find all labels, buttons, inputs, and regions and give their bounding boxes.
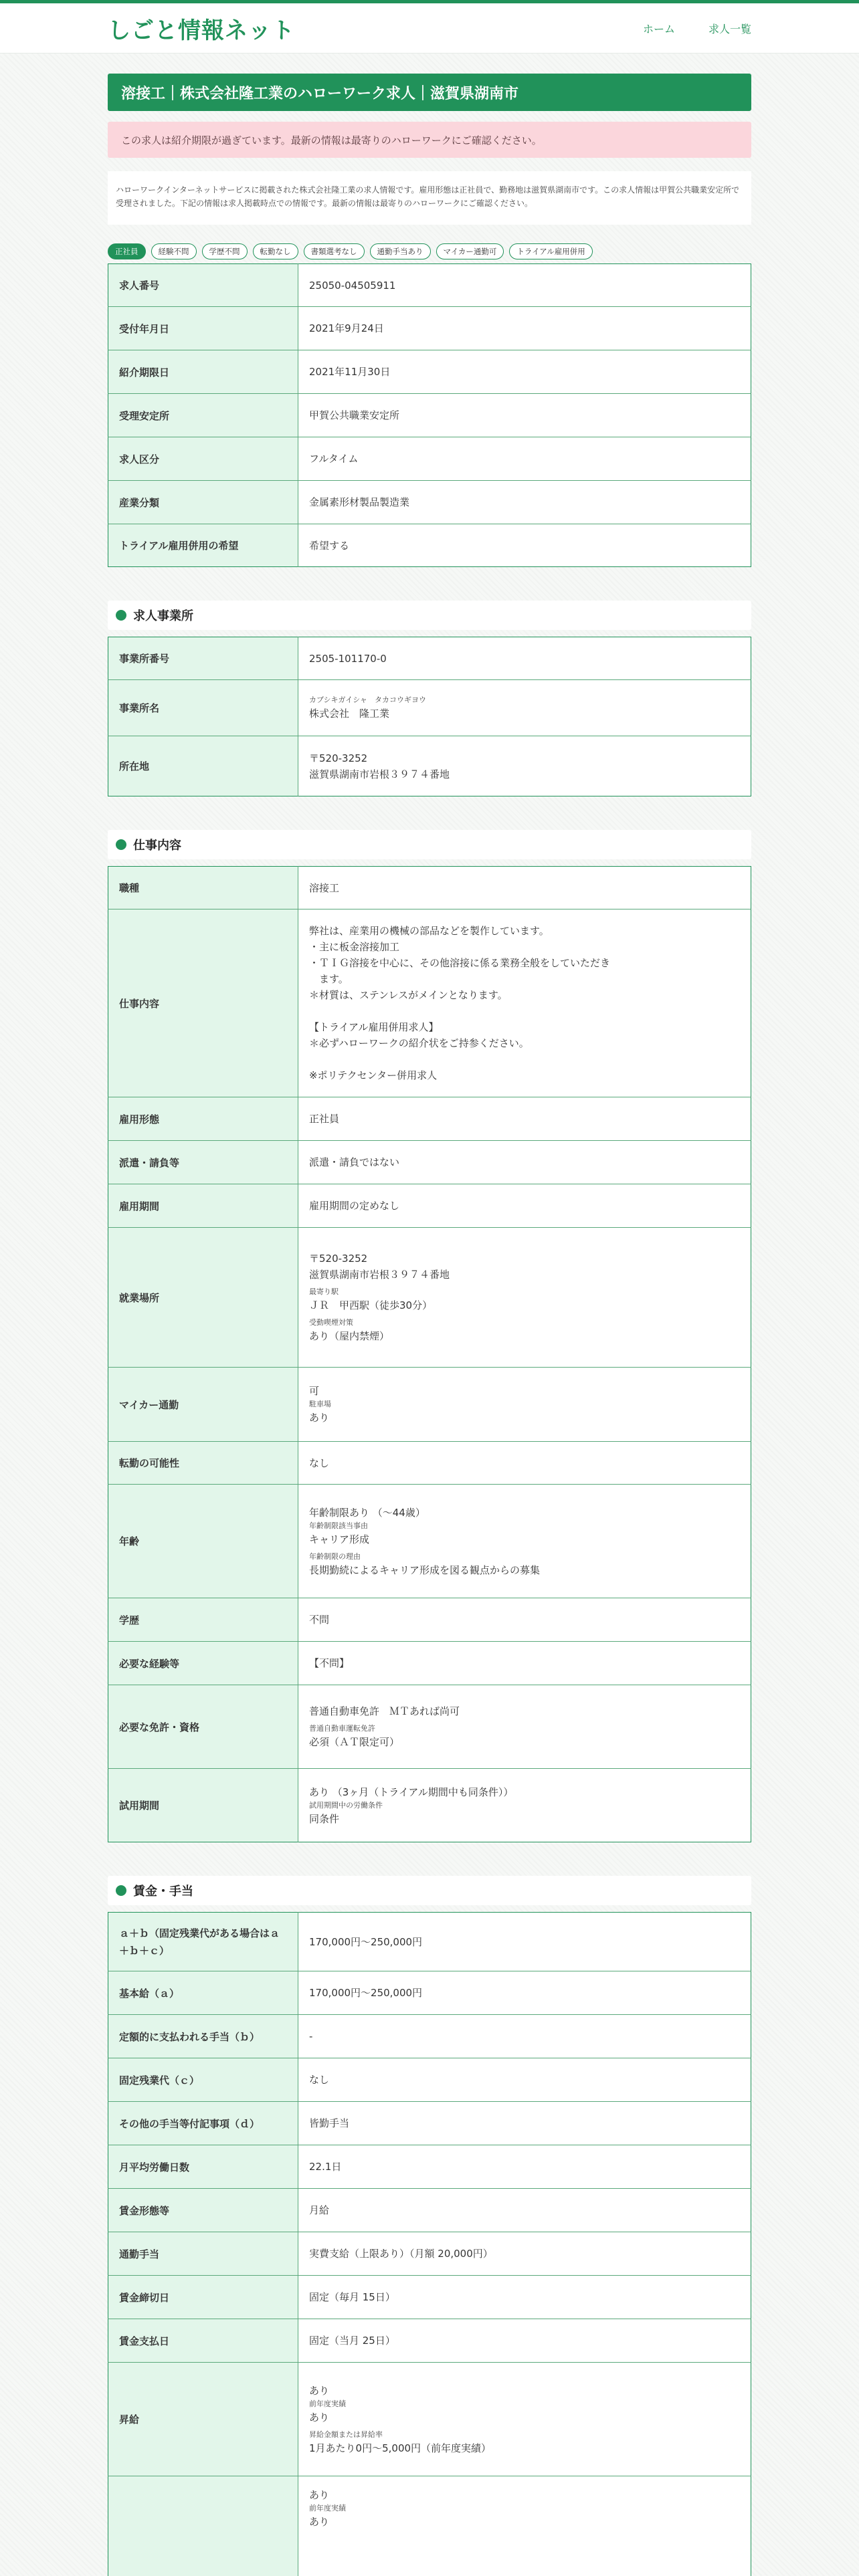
row-label: 賃金形態等 xyxy=(108,2189,298,2232)
trial-period: あり （3ヶ月（トライアル期間中も同条件）） xyxy=(309,1786,514,1798)
parking-label: 駐車場 xyxy=(309,1400,331,1408)
row-label: ａ＋ｂ（固定残業代がある場合はａ＋ｂ＋ｃ） xyxy=(108,1913,298,1971)
tag-item: 書類選考なし xyxy=(304,243,365,259)
age-why-label: 年齢制限の理由 xyxy=(309,1551,361,1561)
workplace-address: 滋賀県湖南市岩根３９７４番地 xyxy=(309,1269,450,1281)
car-commute: 可 xyxy=(309,1385,320,1397)
site-header xyxy=(0,3,859,53)
row-label: 事業所名 xyxy=(108,680,298,736)
station-label: 最寄り駅 xyxy=(309,1287,339,1296)
age-why: 長期勤続によるキャリア形成を図る観点からの募集 xyxy=(309,1564,541,1576)
row-value: 2021年11月30日 xyxy=(298,350,751,394)
table-row xyxy=(108,2476,751,2576)
office-number: 2505-101170-0 xyxy=(309,652,387,665)
row-label: 事業所番号 xyxy=(108,637,298,680)
row-label: 必要な免許・資格 xyxy=(108,1685,298,1769)
row-label xyxy=(108,2476,298,2576)
basic-info-table xyxy=(108,263,751,567)
row-label: その他の手当等付記事項（ｄ） xyxy=(108,2102,298,2145)
nav-home-link[interactable]: ホーム xyxy=(642,22,675,35)
tag-item: マイカー通勤可 xyxy=(436,243,504,259)
row-label: 求人区分 xyxy=(108,437,298,481)
table-row xyxy=(108,1971,751,2015)
row-label: マイカー通勤 xyxy=(108,1368,298,1442)
raise: あり xyxy=(309,2384,330,2397)
table-row xyxy=(108,394,751,437)
table-row xyxy=(108,437,751,481)
table-row xyxy=(108,2189,751,2232)
row-label: 雇用形態 xyxy=(108,1097,298,1141)
table-row xyxy=(108,2276,751,2319)
row-label: 求人番号 xyxy=(108,264,298,307)
row-value: 甲賀公共職業安定所 xyxy=(298,394,751,437)
row-value: 22.1日 xyxy=(298,2145,751,2189)
table-row xyxy=(108,1184,751,1228)
row-value: 希望する xyxy=(298,524,751,567)
parking: あり xyxy=(309,1412,330,1424)
row-label: 必要な経験等 xyxy=(108,1642,298,1685)
row-label: 定額的に支払われる手当（ｂ） xyxy=(108,2015,298,2058)
bullet-icon xyxy=(116,1885,126,1896)
row-value: 実費支給（上限あり）（月額 20,000円） xyxy=(298,2232,751,2276)
row-label: 試用期間 xyxy=(108,1769,298,1842)
raise-prev: あり xyxy=(309,2411,330,2424)
row-label: 学歴 xyxy=(108,1598,298,1642)
row-label: 賃金締切日 xyxy=(108,2276,298,2319)
table-row xyxy=(108,1442,751,1485)
employment-period: 雇用期間の定めなし xyxy=(298,1184,751,1228)
row-label: 通勤手当 xyxy=(108,2232,298,2276)
tag-item: トライアル雇用併用 xyxy=(509,243,592,259)
table-row xyxy=(108,481,751,524)
age-limit: 年齢制限あり （～44歳） xyxy=(309,1506,425,1519)
bullet-icon xyxy=(116,839,126,850)
table-row xyxy=(108,1642,751,1685)
site-logo[interactable]: しごと情報ネット xyxy=(108,17,295,44)
row-value: 金属素形材製品製造業 xyxy=(298,481,751,524)
wage-section-heading xyxy=(108,1876,751,1905)
table-row xyxy=(108,680,751,736)
bonus-prev-label: 前年度実績 xyxy=(309,2504,346,2512)
row-label: 昇給 xyxy=(108,2363,298,2476)
row-value: なし xyxy=(298,2058,751,2102)
row-label: 産業分類 xyxy=(108,481,298,524)
nav-job-list-link[interactable]: 求人一覧 xyxy=(708,22,751,35)
row-value: フルタイム xyxy=(298,437,751,481)
office-postal: 〒520-3252 xyxy=(309,752,368,764)
row-value: 固定（毎月 15日） xyxy=(298,2276,751,2319)
office-table xyxy=(108,637,751,796)
smoking-label: 受動喫煙対策 xyxy=(309,1318,353,1327)
table-row xyxy=(108,2363,751,2476)
table-row xyxy=(108,909,751,1097)
section-title: 賃金・手当 xyxy=(133,1885,193,1899)
table-row xyxy=(108,1598,751,1642)
transfer-possibility: なし xyxy=(298,1442,751,1485)
bonus: あり xyxy=(309,2489,330,2501)
occupation: 溶接工 xyxy=(309,881,340,894)
table-row xyxy=(108,1913,751,1971)
wage-table xyxy=(108,1912,751,2576)
job-notice: ハローワークインターネットサービスに掲載された株式会社隆工業の求人情報です。雇用形態は正社員で、勤務地は滋賀県湖南市です。この求人情報は甲賀公共職業安定所で受理されました。下記の情報は求人掲載時点での情報です。最新の情報は最寄りのハローワークにご確認ください。 xyxy=(108,171,751,225)
dispatch-status: 派遣・請負ではない xyxy=(298,1141,751,1184)
table-row xyxy=(108,2015,751,2058)
table-row xyxy=(108,2102,751,2145)
trial-sub-label: 試用期間中の労働条件 xyxy=(309,1800,383,1810)
job-description: 弊社は、産業用の機械の部品などを製作しています。 ・主に板金溶接加工 ・ＴＩＧ溶接を中心に、その他溶接に係る業務全般をしていただき ます。 ＊材質は、ステンレスがメインとなります。 【トライアル雇用併用求人】 ＊必ずハローワークの紹介状をご持参ください。 ※ポリテクセンター併用求人 xyxy=(309,925,611,1081)
table-row xyxy=(108,1485,751,1598)
office-address: 滋賀県湖南市岩根３９７４番地 xyxy=(309,768,450,780)
table-row xyxy=(108,1228,751,1368)
education: 不問 xyxy=(298,1598,751,1642)
row-value: 固定（当月 25日） xyxy=(298,2319,751,2363)
tag-item: 転勤なし xyxy=(253,243,298,259)
age-reason: キャリア形成 xyxy=(309,1533,370,1545)
row-label: 所在地 xyxy=(108,736,298,796)
tag-item: 学歴不問 xyxy=(202,243,248,259)
row-label: 固定残業代（ｃ） xyxy=(108,2058,298,2102)
row-label: 基本給（ａ） xyxy=(108,1971,298,2015)
raise-amount-label: 昇給金額または昇給率 xyxy=(309,2430,383,2439)
row-label: 賃金支払日 xyxy=(108,2319,298,2363)
row-label: 年齢 xyxy=(108,1485,298,1598)
row-value: 170,000円〜250,000円 xyxy=(309,1935,423,1948)
row-value: 2021年9月24日 xyxy=(298,307,751,350)
row-label: 転勤の可能性 xyxy=(108,1442,298,1485)
tag-list xyxy=(108,243,751,261)
table-row xyxy=(108,307,751,350)
smoking-policy: あり（屋内禁煙） xyxy=(309,1330,390,1342)
row-label: 仕事内容 xyxy=(108,909,298,1097)
age-reason-label: 年齢制限該当事由 xyxy=(309,1521,368,1530)
table-row xyxy=(108,2319,751,2363)
bonus-prev: あり xyxy=(309,2516,330,2528)
nearest-station: ＪＲ 甲西駅（徒歩30分） xyxy=(309,1299,433,1311)
license: 普通自動車免許 ＭＴあれば尚可 xyxy=(309,1705,460,1717)
main-nav xyxy=(643,21,751,36)
table-row xyxy=(108,1368,751,1442)
row-value: 170,000円〜250,000円 xyxy=(298,1971,751,2015)
row-label: 月平均労働日数 xyxy=(108,2145,298,2189)
office-name: 株式会社 隆工業 xyxy=(309,707,390,720)
bullet-icon xyxy=(116,610,126,621)
tag-item: 経験不問 xyxy=(151,243,197,259)
license-sub: 必須（ＡＴ限定可） xyxy=(309,1736,400,1748)
job-section-heading xyxy=(108,830,751,859)
expired-alert: この求人は紹介期限が過ぎています。最新の情報は最寄りのハローワークにご確認ください。 xyxy=(108,122,751,158)
table-row xyxy=(108,2232,751,2276)
raise-amount: 1月あたり0円〜5,000円（前年度実績） xyxy=(309,2442,492,2454)
workplace-postal: 〒520-3252 xyxy=(309,1253,368,1265)
table-row xyxy=(108,637,751,680)
job-table xyxy=(108,866,751,1842)
row-label: 紹介期限日 xyxy=(108,350,298,394)
office-section-heading xyxy=(108,601,751,630)
row-label: 受付年月日 xyxy=(108,307,298,350)
row-label: トライアル雇用併用の希望 xyxy=(108,524,298,567)
row-label: 雇用期間 xyxy=(108,1184,298,1228)
tag-item: 通勤手当あり xyxy=(370,243,431,259)
section-title: 求人事業所 xyxy=(133,609,193,623)
table-row xyxy=(108,1685,751,1769)
table-row xyxy=(108,264,751,307)
table-row xyxy=(108,524,751,567)
raise-prev-label: 前年度実績 xyxy=(309,2399,346,2408)
row-value: 皆勤手当 xyxy=(298,2102,751,2145)
table-row xyxy=(108,867,751,909)
section-title: 仕事内容 xyxy=(133,839,181,853)
row-value: 25050-04505911 xyxy=(309,279,396,292)
row-value: - xyxy=(298,2015,751,2058)
table-row xyxy=(108,2058,751,2102)
row-value: 月給 xyxy=(298,2189,751,2232)
experience: 【不問】 xyxy=(298,1642,751,1685)
row-label: 就業場所 xyxy=(108,1228,298,1368)
table-row xyxy=(108,1769,751,1842)
trial-sub: 同条件 xyxy=(309,1812,340,1825)
row-label: 派遣・請負等 xyxy=(108,1141,298,1184)
row-label: 受理安定所 xyxy=(108,394,298,437)
table-row xyxy=(108,736,751,796)
row-label: 職種 xyxy=(108,867,298,909)
table-row xyxy=(108,350,751,394)
table-row xyxy=(108,1097,751,1141)
table-row xyxy=(108,1141,751,1184)
license-sub-label: 普通自動車運転免許 xyxy=(309,1724,375,1733)
employment-type: 正社員 xyxy=(298,1097,751,1141)
tag-item: 正社員 xyxy=(108,243,146,259)
page-title: 溶接工｜株式会社隆工業のハローワーク求人｜滋賀県湖南市 xyxy=(108,74,751,111)
office-name-kana: カブシキガイシャ タカコウギヨウ xyxy=(309,695,427,704)
table-row xyxy=(108,2145,751,2189)
